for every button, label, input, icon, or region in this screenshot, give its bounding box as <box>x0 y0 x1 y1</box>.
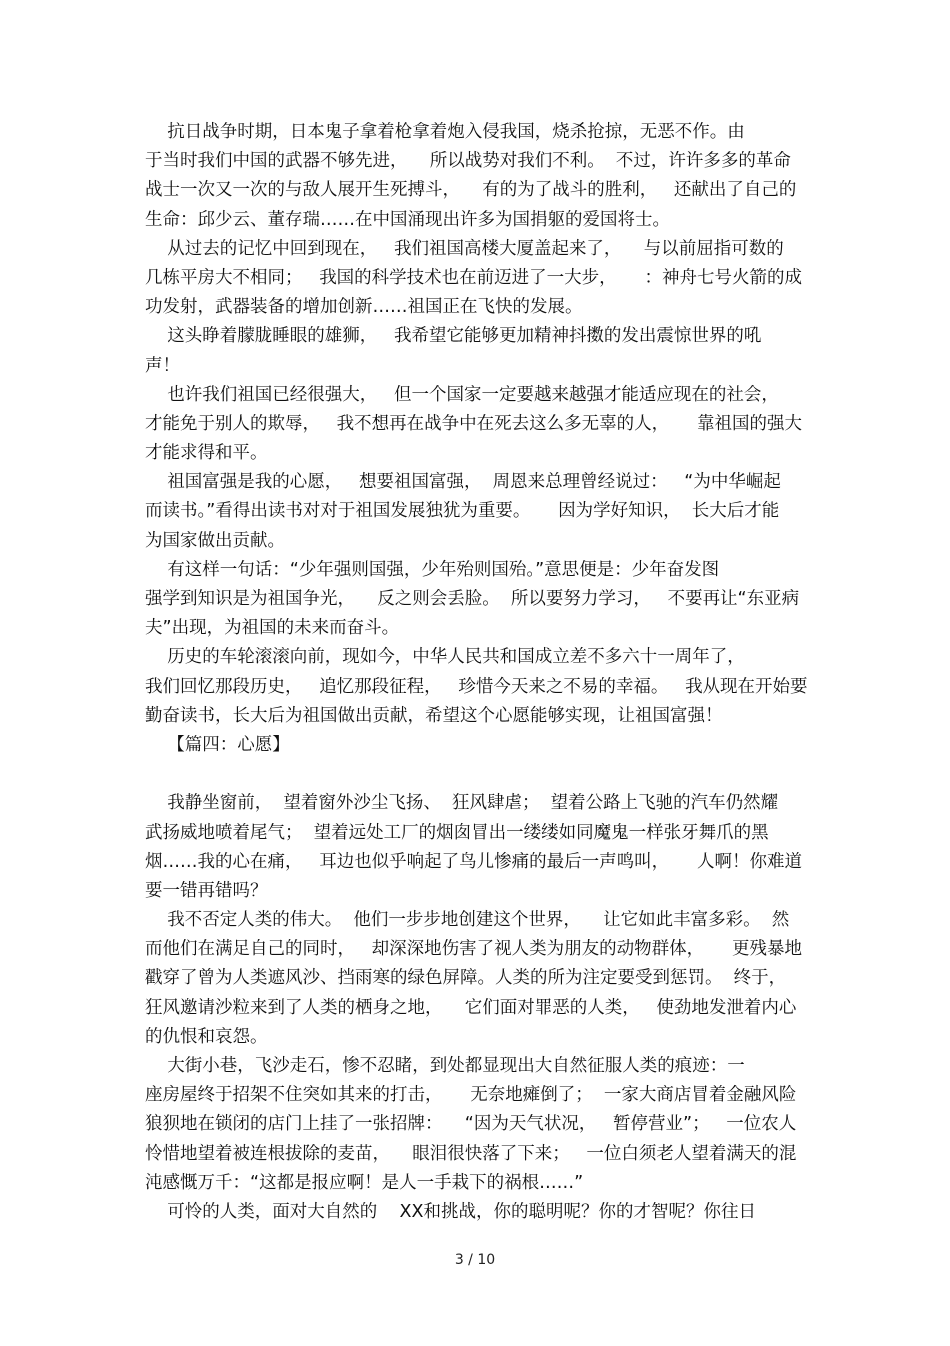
text-line: 烟……我的心在痛， 耳边也似乎响起了鸟儿惨痛的最后一声鸣叫， 人啊！你难道 <box>145 851 802 872</box>
text-line: 为国家做出贡献。 <box>145 530 285 551</box>
text-line: 从过去的记忆中回到现在， 我们祖国高楼大厦盖起来了， 与以前屈指可数的 <box>145 238 784 259</box>
text-line: 祖国富强是我的心愿， 想要祖国富强， 周恩来总理曾经说过： “为中华崛起 <box>145 472 781 493</box>
text-line: 几栋平房大不相同； 我国的科学技术也在前迈进了一大步， ：神舟七号火箭的成 <box>145 267 802 288</box>
text-line: 我们回忆那段历史， 追忆那段征程， 珍惜今天来之不易的幸福。 我从现在开始要 <box>145 676 808 697</box>
text-line: 勤奋读书，长大后为祖国做出贡献，希望这个心愿能够实现，让祖国富强！ <box>145 705 723 726</box>
text-line: 戳穿了曾为人类遮风沙、挡雨寒的绿色屏障。人类的所为注定要受到惩罚。 终于， <box>145 968 787 989</box>
text-line: 武扬威地喷着尾气； 望着远处工厂的烟囱冒出一缕缕如同魔鬼一样张牙舞爪的黑 <box>145 822 769 843</box>
text-line: 声！ <box>145 355 180 376</box>
text-line: 有这样一句话：“少年强则国强，少年殆则国殆。”意思便是：少年奋发图 <box>145 559 720 580</box>
text-line: 我静坐窗前， 望着窗外沙尘飞扬、 狂风肆虐； 望着公路上飞驰的汽车仍然耀 <box>145 793 779 814</box>
text-line: 【篇四：心愿】 <box>145 734 290 755</box>
text-line: 的仇恨和哀怨。 <box>145 1026 268 1047</box>
page-number: 3 / 10 <box>454 1252 496 1268</box>
text-line: 我不否定人类的伟大。 他们一步步地创建这个世界， 让它如此丰富多彩。 然 <box>145 910 790 931</box>
text-line: 座房屋终于招架不住突如其来的打击， 无奈地瘫倒了； 一家大商店冒着金融风险 <box>145 1085 797 1106</box>
text-line: 狼狈地在锁闭的店门上挂了一张招牌： “因为天气状况， 暂停营业”； 一位农人 <box>145 1114 797 1135</box>
text-line: 才能求得和平。 <box>145 443 268 464</box>
text-line: 抗日战争时期，日本鬼子拿着枪拿着炮入侵我国，烧杀抢掠，无恶不作。由 <box>145 122 745 142</box>
text-line: 战士一次又一次的与敌人展开生死搏斗， 有的为了战斗的胜利， 还献出了自己的 <box>145 180 797 201</box>
text-line: 功发射，武器装备的增加创新……祖国正在飞快的发展。 <box>145 297 583 318</box>
text-line: 可怜的人类，面对大自然的 XX和挑战，你的聪明呢？你的才智呢？你往日 <box>145 1201 756 1222</box>
text-line: 才能免于别人的欺辱， 我不想再在战争中在死去这么多无辜的人， 靠祖国的强大 <box>145 413 802 434</box>
text-line: 强学到知识是为祖国争光， 反之则会丢脸。 所以要努力学习， 不要再让“东亚病 <box>145 589 800 609</box>
text-line: 而读书。”看得出读书对对于祖国发展独犹为重要。 因为学好知识， 长大后才能 <box>145 501 780 522</box>
text-line: 于当时我们中国的武器不够先进， 所以战势对我们不利。 不过，许许多多的革命 <box>145 151 791 172</box>
text-line: 历史的车轮滚滚向前，现如今，中华人民共和国成立差不多六十一周年了， <box>145 647 745 668</box>
text-line: 要一错再错吗？ <box>145 880 268 901</box>
document-body <box>145 118 815 1227</box>
text-line: 这头睁着朦胧睡眼的雄狮， 我希望它能够更加精神抖擞的发出震惊世界的吼 <box>145 326 762 347</box>
text-line <box>145 760 815 789</box>
text-line: 生命：邱少云、董存瑞……在中国涌现出许多为国捐躯的爱国将士。 <box>145 209 670 230</box>
text-line: 狂风邀请沙粒来到了人类的栖身之地， 它们面对罪恶的人类， 使劲地发泄着内心 <box>145 997 797 1018</box>
text-line: 而他们在满足自己的同时， 却深深地伤害了视人类为朋友的动物群体， 更残暴地 <box>145 939 802 960</box>
text-line: 大街小巷，飞沙走石，惨不忍睹，到处都显现出大自然征服人类的痕迹：一 <box>145 1056 745 1076</box>
text-line: 怜惜地望着被连根拔除的麦苗， 眼泪很快落了下来； 一位白须老人望着满天的混 <box>145 1143 797 1164</box>
text-line: 沌感慨万千：“这都是报应啊！是人一手栽下的祸根……” <box>145 1172 584 1193</box>
text-line: 也许我们祖国已经很强大， 但一个国家一定要越来越强才能适应现在的社会， <box>145 384 779 405</box>
text-line: 夫”出现，为祖国的未来而奋斗。 <box>145 618 400 639</box>
